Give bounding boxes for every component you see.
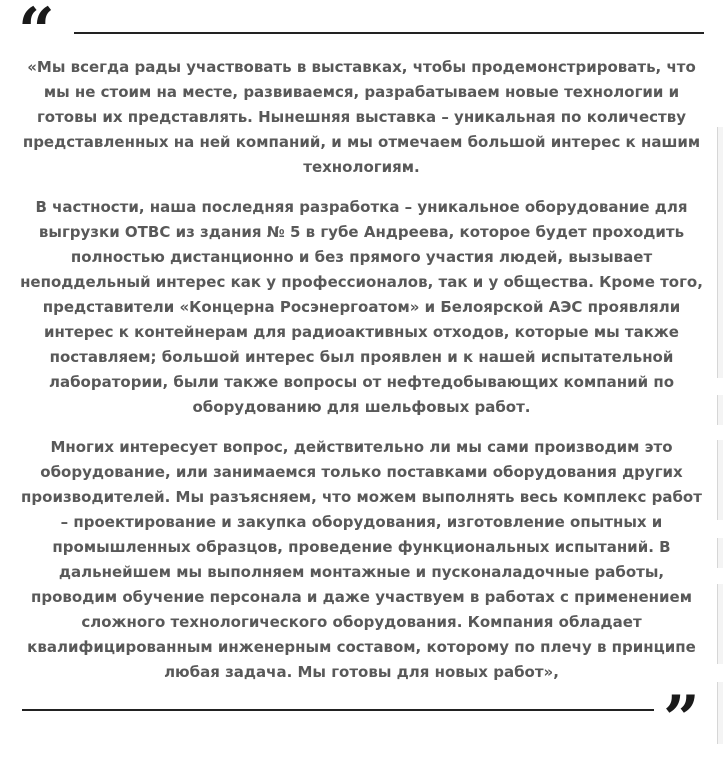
side-panel-edge xyxy=(717,127,723,378)
open-quote-icon: “ xyxy=(18,0,55,69)
side-panel-edge xyxy=(717,440,723,520)
quote-paragraph-1: «Мы всегда рады участвовать в выставках, чтобы продемонстрировать, что мы не стоим на месте, развиваемся, разрабатываем новые технологии и готовы их представлять. Нынешняя выставка – уникальная по количеству представленных на ней компаний, и мы отмечаем большой интерес к нашим технологиям. xyxy=(22,58,701,176)
bottom-divider xyxy=(22,709,654,711)
side-panel-edge xyxy=(717,584,723,664)
top-divider xyxy=(74,32,704,34)
quote-paragraph-2: В частности, наша последняя разработка – уникальное оборудование для выгрузки ОТВС из здания № 5 в губе Андреева, которое будет проходить полностью дистанционно и без прямого участия людей, вызывает неподдельный интерес как у профессионалов, так и у общества. Кроме того, представители «Концерна Росэнергоатом» и Белоярской АЭС проявляли интерес к контейнерам для радиоактивных отходов, которые мы также поставляем; большой интерес был проявлен и к нашей испытательной лаборатории, были также вопросы от нефтедобывающих компаний по оборудованию для шельфовых работ. xyxy=(20,198,703,416)
side-panel-edge xyxy=(717,682,723,744)
close-quote-icon: ” xyxy=(663,682,700,757)
side-panel-edge xyxy=(717,395,723,425)
quote-paragraph-3: Многих интересует вопрос, действительно ли мы сами производим это оборудование, или занимаемся только поставками оборудования других производителей. Мы разъясняем, что можем выполнять весь комплекс работ – проектирование и закупка оборудования, изготовление опытных и промышленных образцов, проведение функциональных испытаний. В дальнейшем мы выполняем монтажные и пусконаладочные работы, проводим обучение персонала и даже участвуем в работах с применением сложного технологического оборудования. Компания обладает квалифицированным инженерным составом, которому по плечу в принципе любая задача. Мы готовы для новых работ», xyxy=(21,438,702,681)
side-panel-edge xyxy=(717,538,723,568)
quote-text xyxy=(18,55,705,700)
